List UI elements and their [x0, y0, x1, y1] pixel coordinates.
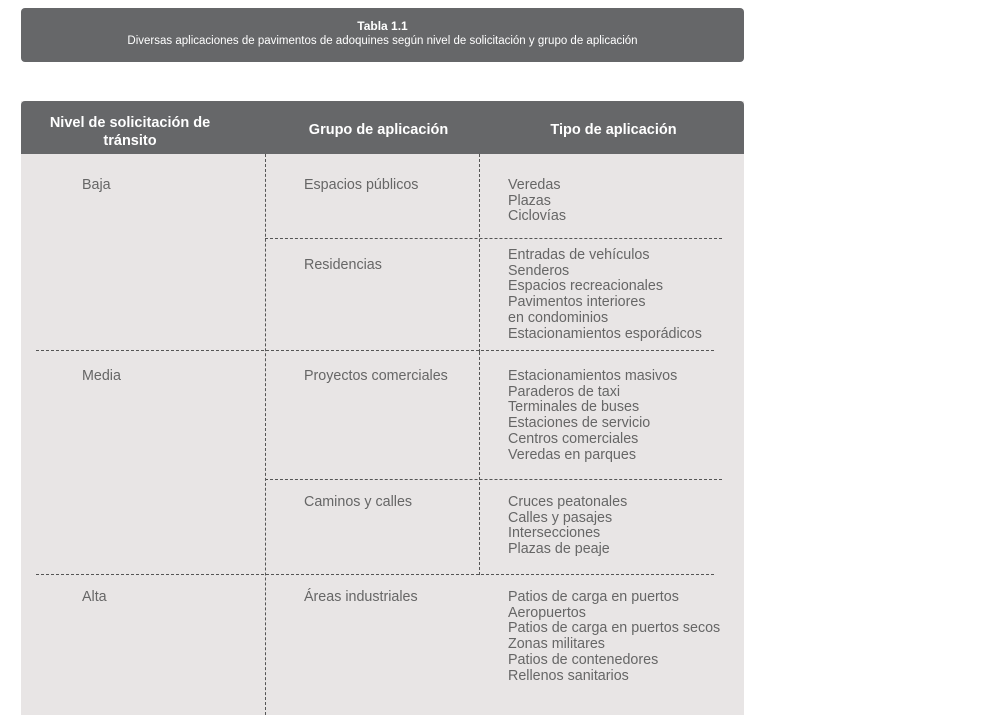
- list-item: Plazas de peaje: [508, 541, 610, 558]
- level-alta: Alta: [82, 589, 107, 605]
- list-item: Entradas de vehículos: [508, 247, 650, 263]
- list-item: en condominios: [508, 309, 609, 326]
- list-item: Pavimentos interiores: [508, 294, 646, 311]
- list-item: Patios de contenedores: [508, 651, 659, 668]
- caption-title: Tabla 1.1: [357, 19, 408, 33]
- group-espacios-publicos: Espacios públicos: [304, 177, 419, 193]
- list-item: Paraderos de taxi: [508, 383, 621, 400]
- caption-subtitle: Diversas aplicaciones de pavimentos de adoquines según nivel de solicitación y grupo de aplicación: [127, 35, 638, 47]
- list-item: Centros comerciales: [508, 430, 639, 447]
- application-list: [508, 369, 677, 463]
- list-item: Estaciones de servicio: [508, 415, 651, 432]
- list-item: Veredas: [508, 177, 561, 193]
- group-proyectos-comerciales: Proyectos comerciales: [304, 368, 448, 384]
- column-divider: [479, 352, 480, 575]
- list-item: Patios de carga en puertos secos: [508, 620, 721, 637]
- table-caption: [21, 8, 744, 62]
- table-header: [21, 101, 744, 154]
- application-list: [508, 590, 720, 684]
- group-caminos-y-calles: Caminos y calles: [304, 494, 413, 510]
- application-list: [508, 495, 627, 558]
- list-item: Calles y pasajes: [508, 509, 613, 526]
- level-baja: Baja: [82, 177, 111, 193]
- header-traffic-level: Nivel de solicitación de tránsito: [49, 115, 211, 149]
- list-item: Zonas militares: [508, 636, 605, 653]
- list-item: Senderos: [508, 262, 570, 279]
- header-application-type: Tipo de aplicación: [550, 122, 677, 138]
- list-item: Terminales de buses: [508, 399, 640, 416]
- list-item: Ciclovías: [508, 208, 566, 225]
- group-areas-industriales: Áreas industriales: [304, 589, 418, 605]
- list-item: Cruces peatonales: [508, 494, 628, 510]
- header-application-group: Grupo de aplicación: [308, 122, 449, 138]
- level-divider: [36, 574, 714, 575]
- level-divider: [36, 350, 714, 351]
- list-item: Rellenos sanitarios: [508, 667, 629, 684]
- list-item: Espacios recreacionales: [508, 278, 663, 295]
- list-item: Estacionamientos masivos: [508, 368, 678, 384]
- list-item: Patios de carga en puertos: [508, 589, 679, 605]
- application-table: [21, 101, 744, 715]
- group-divider: [265, 479, 722, 480]
- list-item: Plazas: [508, 192, 551, 209]
- list-item: Aeropuertos: [508, 604, 586, 621]
- group-residencias: Residencias: [304, 257, 382, 273]
- column-divider: [479, 154, 480, 352]
- list-item: Estacionamientos esporádicos: [508, 325, 702, 342]
- application-list: [508, 248, 702, 342]
- group-divider: [265, 238, 722, 239]
- list-item: Veredas en parques: [508, 446, 636, 463]
- application-list: [508, 178, 566, 225]
- list-item: Intersecciones: [508, 525, 601, 542]
- level-media: Media: [82, 368, 121, 384]
